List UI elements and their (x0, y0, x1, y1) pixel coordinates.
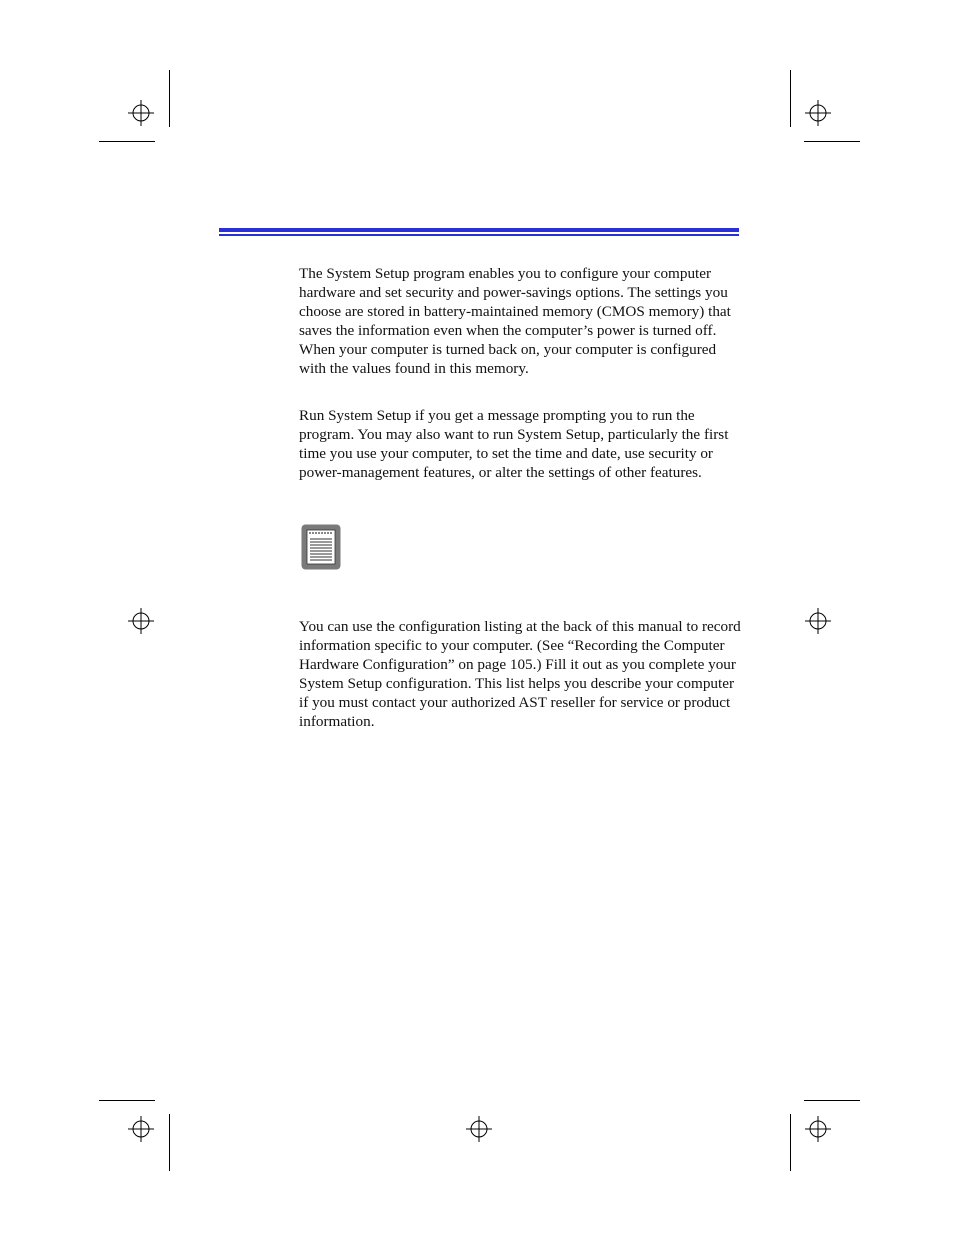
crop-mark (790, 1114, 791, 1171)
crop-mark (99, 1100, 155, 1101)
crop-mark (804, 141, 860, 142)
crosshair-registration-icon (128, 608, 154, 634)
crop-mark (804, 1100, 860, 1101)
body-paragraph-intro: The System Setup program enables you to configure your computer hardware and set security and power-savings options. The settings you choose are stored in battery-maintained memory (CMOS memory) that saves the information even when the computer’s power is turned off. When your computer is turned back on, your computer is configured with the values found in this memory. (299, 265, 731, 377)
crop-mark (169, 1114, 170, 1171)
body-paragraph-run-setup: Run System Setup if you get a message prompting you to run the program. You may also want to run System Setup, particularly the first time you use your computer, to set the time and date, use security or power-management features, or alter the settings of other features. (299, 407, 729, 481)
crop-mark (790, 70, 791, 127)
crosshair-registration-icon (128, 100, 154, 126)
crop-mark (99, 141, 155, 142)
header-rule-thin (219, 234, 739, 236)
notepad-icon (301, 524, 341, 570)
body-paragraph-config-listing: You can use the configuration listing at the back of this manual to record information specific to your computer. (See “Recording the Computer Hardware Configuration” on page 105.) Fill it out as you complete your System Setup configuration. This list helps you describe your computer if you must contact your authorized AST reseller for service or product information. (299, 618, 741, 730)
crosshair-registration-icon (466, 1116, 492, 1142)
crosshair-registration-icon (805, 100, 831, 126)
crosshair-registration-icon (805, 608, 831, 634)
header-rule-thick (219, 228, 739, 232)
crosshair-registration-icon (128, 1116, 154, 1142)
crosshair-registration-icon (805, 1116, 831, 1142)
crop-mark (169, 70, 170, 127)
